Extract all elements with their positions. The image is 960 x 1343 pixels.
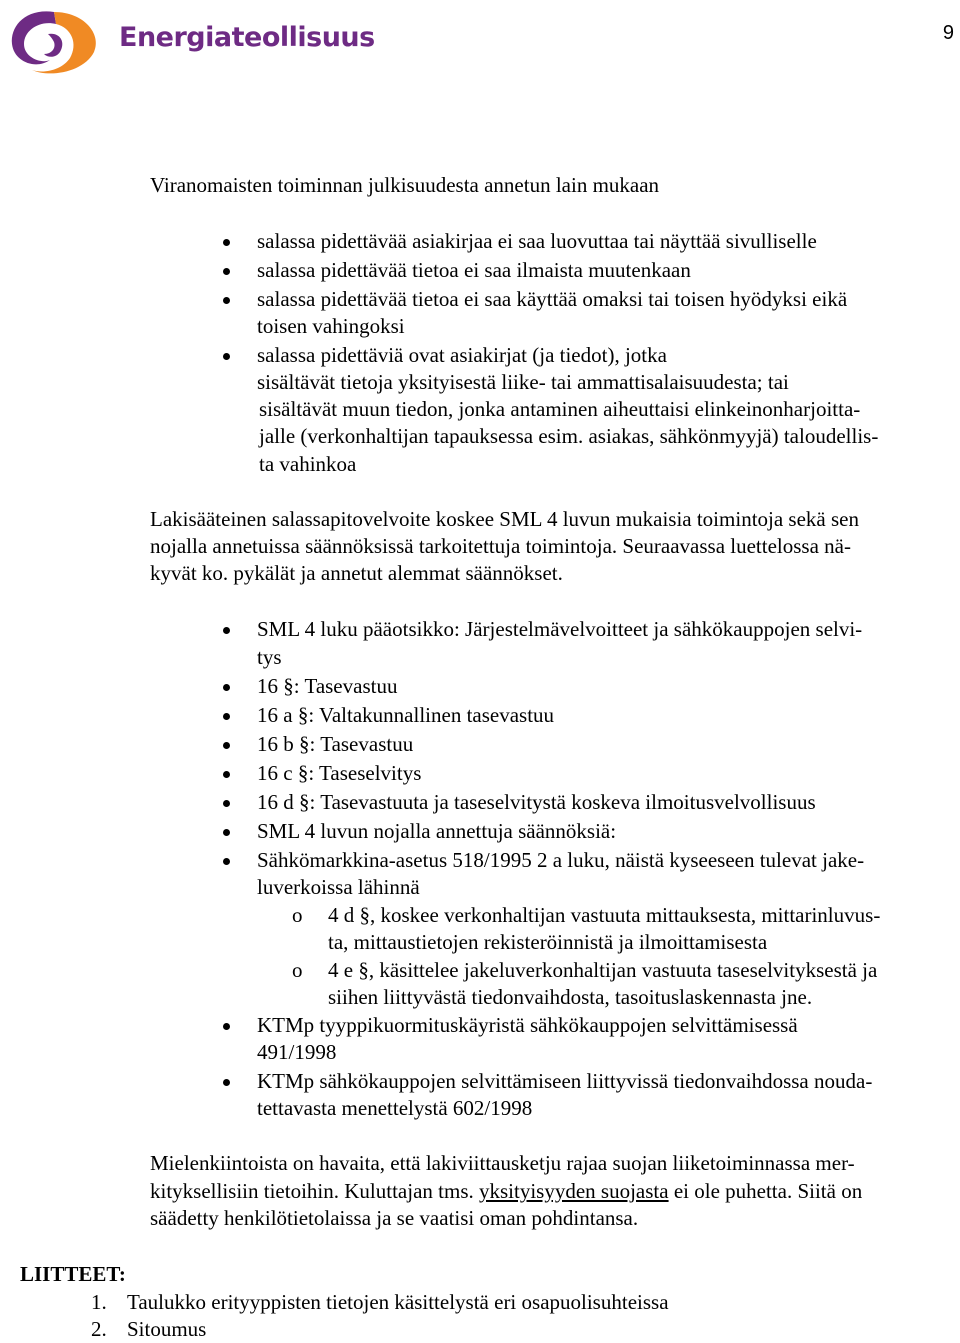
bullet-icon <box>223 353 230 360</box>
bullet-icon <box>223 800 230 807</box>
list-item: salassa pidettäviä ovat asiakirjat (ja tiedot), jotka <box>257 343 667 367</box>
list-item: 16 §: Tasevastuu <box>257 674 398 698</box>
list-item: 16 b §: Tasevastuu <box>257 732 414 756</box>
sub-bullet-marker: o <box>292 903 303 927</box>
bullet-icon <box>223 713 230 720</box>
list-item-cont: jalle (verkonhaltijan tapauksessa esim. asiakas, sähkönmyyjä) taloudellis- <box>259 424 879 448</box>
list-item-cont: ta vahinkoa <box>259 452 357 476</box>
list-item: KTMp sähkökauppojen selvittämiseen liittyvissä tiedonvaihdossa nouda- <box>257 1069 873 1093</box>
list-item-cont: sisältävät muun tiedon, jonka antaminen aiheuttaisi elinkeinonharjoitta- <box>259 397 861 421</box>
sub-list-item-cont: ta, mittaustietojen rekisteröinnistä ja ilmoittamisesta <box>328 930 768 954</box>
list-item: SML 4 luku pääotsikko: Järjestelmävelvoitteet ja sähkökauppojen selvi- <box>257 617 863 641</box>
attachment-number: 2. <box>91 1317 107 1341</box>
sub-list-item-cont: siihen liittyvästä tiedonvaihdosta, tasoituslaskennasta jne. <box>328 985 813 1009</box>
bullet-icon <box>223 627 230 634</box>
page-number: 9 <box>942 22 954 44</box>
list-item-cont: tys <box>257 645 282 669</box>
list-item: SML 4 luvun nojalla annettuja säännöksiä: <box>257 819 617 843</box>
attachment-item: Sitoumus <box>127 1317 207 1341</box>
paragraph-text: ei ole puhetta. Siitä on <box>668 1179 863 1203</box>
paragraph-line: säädetty henkilötietolaissa ja se vaatisi oman pohdintansa. <box>150 1206 639 1230</box>
bullet-icon <box>223 1023 230 1030</box>
bullet-icon <box>223 771 230 778</box>
sub-list-item: 4 e §, käsittelee jakeluverkonhaltijan vastuuta taseselvityksestä ja <box>328 958 878 982</box>
list-item-cont: tettavasta menettelystä 602/1998 <box>257 1096 533 1120</box>
attachments-heading: LIITTEET: <box>20 1262 126 1286</box>
bullet-icon <box>223 742 230 749</box>
bullet-icon <box>223 239 230 246</box>
list-item-cont: toisen vahingoksi <box>257 314 405 338</box>
list-item: 16 c §: Taseselvitys <box>257 761 422 785</box>
company-name: Energiateollisuus <box>119 22 375 53</box>
list-item: salassa pidettävää asiakirjaa ei saa luovuttaa tai näyttää sivulliselle <box>257 229 817 253</box>
paragraph-line: kyvät ko. pykälät ja annetut alemmat säännökset. <box>150 561 563 585</box>
paragraph-line: Mielenkiintoista on havaita, että lakiviittausketju rajaa suojan liiketoiminnassa mer- <box>150 1151 855 1175</box>
bullet-icon <box>223 268 230 275</box>
list-item: Sähkömarkkina-asetus 518/1995 2 a luku, näistä kyseeseen tulevat jake- <box>257 848 865 872</box>
list-item: salassa pidettävää tietoa ei saa käyttää omaksi tai toisen hyödyksi eikä <box>257 287 848 311</box>
bullet-icon <box>223 684 230 691</box>
sub-list-item: 4 d §, koskee verkonhaltijan vastuuta mittauksesta, mittarinluvus- <box>328 903 881 927</box>
paragraph-text: kityksellisiin tietoihin. Kuluttajan tms. <box>150 1179 479 1203</box>
bullet-icon <box>223 1079 230 1086</box>
bullet-icon <box>223 297 230 304</box>
sub-bullet-marker: o <box>292 958 303 982</box>
attachment-item: Taulukko erityyppisten tietojen käsittelystä eri osapuolisuhteissa <box>127 1290 669 1314</box>
attachment-number: 1. <box>91 1290 107 1314</box>
bullet-icon <box>223 858 230 865</box>
list-item-cont: 491/1998 <box>257 1040 337 1064</box>
intro-text: Viranomaisten toiminnan julkisuudesta annetun lain mukaan <box>150 173 660 197</box>
list-item-cont: luverkoissa lähinnä <box>257 875 420 899</box>
privacy-link[interactable]: yksityisyyden suojasta <box>479 1179 669 1203</box>
list-item: salassa pidettävää tietoa ei saa ilmaista muutenkaan <box>257 258 691 282</box>
list-item: 16 d §: Tasevastuuta ja taseselvitystä koskeva ilmoitusvelvollisuus <box>257 790 816 814</box>
list-item-cont: sisältävät tietoja yksityisestä liike- tai ammattisalaisuudesta; tai <box>257 370 789 394</box>
bullet-icon <box>223 829 230 836</box>
company-logo-icon <box>6 4 102 78</box>
list-item: KTMp tyyppikuormituskäyristä sähkökauppojen selvittämisessä <box>257 1013 798 1037</box>
paragraph-line <box>150 1178 862 1205</box>
list-item: 16 a §: Valtakunnallinen tasevastuu <box>257 703 555 727</box>
paragraph-line: Lakisääteinen salassapitovelvoite koskee SML 4 luvun mukaisia toimintoja sekä sen <box>150 507 859 531</box>
paragraph-line: nojalla annetuissa säännöksissä tarkoitettuja toimintoja. Seuraavassa luettelossa nä- <box>150 534 851 558</box>
